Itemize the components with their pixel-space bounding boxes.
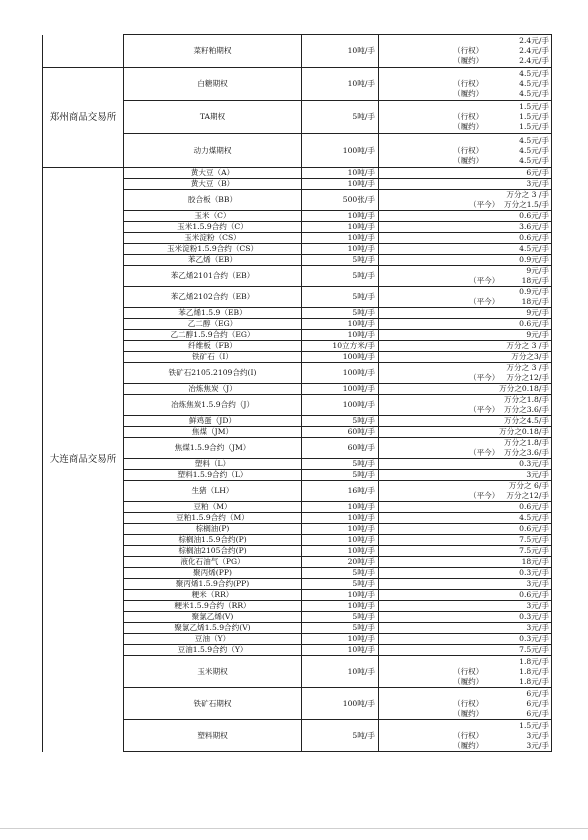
contract-unit: 10吨/手 xyxy=(302,601,379,612)
fee-label: （行权） xyxy=(453,46,484,55)
fee-value: 4.5元/手 xyxy=(519,69,549,78)
fee-value: 万分之 3 /手 xyxy=(506,341,549,350)
fee-value: 7.5元/手 xyxy=(519,546,549,555)
product-name: 黄大豆（B） xyxy=(124,179,302,190)
fee-line xyxy=(381,667,549,677)
fee-line xyxy=(381,699,549,709)
contract-unit: 10吨/手 xyxy=(302,645,379,656)
fee-value: 18元/手 xyxy=(521,297,549,306)
contract-unit: 100吨/手 xyxy=(302,134,379,168)
fee-label: （行权） xyxy=(453,145,484,155)
fee-label: （平今） xyxy=(469,491,500,500)
fee-line xyxy=(381,287,549,297)
fee-value: 3元/手 xyxy=(526,730,549,740)
fee-cell xyxy=(379,612,552,623)
fee-line xyxy=(381,524,549,534)
contract-unit: 5吨/手 xyxy=(302,470,379,481)
fee-value: 4.5元/手 xyxy=(519,89,549,98)
fee-cell xyxy=(379,341,552,352)
contract-unit: 10吨/手 xyxy=(302,319,379,330)
fee-value: 9元/手 xyxy=(526,330,549,339)
fee-cell xyxy=(379,190,552,211)
fee-line xyxy=(381,211,549,221)
fee-cell xyxy=(379,244,552,255)
fee-cell xyxy=(379,590,552,601)
contract-unit: 10吨/手 xyxy=(302,546,379,557)
product-name: 苯乙烯2102合约（EB） xyxy=(124,287,302,308)
fee-cell xyxy=(379,319,552,330)
fee-value: 万分之4.5/手 xyxy=(503,416,549,425)
fee-table xyxy=(42,34,552,752)
fee-line xyxy=(381,112,549,122)
fee-line xyxy=(381,363,549,373)
fee-line xyxy=(381,709,549,719)
product-name: 铁矿石2105.2109合约(I) xyxy=(124,363,302,384)
fee-value: 1.5元/手 xyxy=(519,720,549,730)
fee-value: 0.6元/手 xyxy=(519,319,549,328)
fee-line xyxy=(381,190,549,200)
product-name: 玉米淀粉1.5.9合约（CS） xyxy=(124,244,302,255)
contract-unit: 16吨/手 xyxy=(302,481,379,502)
contract-unit: 100吨/手 xyxy=(302,395,379,416)
contract-unit: 5吨/手 xyxy=(302,459,379,470)
fee-value: 2.4元/手 xyxy=(519,56,549,65)
fee-cell xyxy=(379,656,552,688)
fee-line xyxy=(381,373,549,383)
fee-value: 18元/手 xyxy=(521,276,549,285)
contract-unit: 10吨/手 xyxy=(302,590,379,601)
fee-label: （行权） xyxy=(453,79,484,88)
product-name: 聚氯乙烯1.5.9合约(V) xyxy=(124,623,302,634)
fee-value: 万分之12/手 xyxy=(506,491,549,500)
table-row xyxy=(43,68,552,101)
contract-unit: 10吨/手 xyxy=(302,233,379,244)
page-footer-rule xyxy=(0,828,588,829)
fee-value: 0.6元/手 xyxy=(519,233,549,242)
product-name: 铁矿石（I） xyxy=(124,352,302,363)
contract-unit: 5吨/手 xyxy=(302,266,379,287)
fee-value: 0.9元/手 xyxy=(519,287,549,296)
fee-value: 0.3元/手 xyxy=(519,568,549,577)
fee-value: 3元/手 xyxy=(526,179,549,188)
fee-line xyxy=(381,384,549,394)
fee-value: 6元/手 xyxy=(526,708,549,718)
product-name: 苯乙烯（EB） xyxy=(124,255,302,266)
fee-line xyxy=(381,459,549,469)
fee-value: 万分之 6/手 xyxy=(508,481,549,490)
fee-line xyxy=(381,46,549,56)
fee-value: 万分之3/手 xyxy=(511,352,549,361)
fee-value: 4.5元/手 xyxy=(519,79,549,88)
product-name: 菜籽粕期权 xyxy=(124,35,302,68)
fee-value: 万分之0.18/手 xyxy=(499,427,549,436)
fee-label: （履约） xyxy=(453,708,484,718)
fee-cell xyxy=(379,233,552,244)
fee-label: （平今） xyxy=(469,276,500,285)
contract-unit: 100吨/手 xyxy=(302,363,379,384)
fee-cell xyxy=(379,513,552,524)
contract-unit: 10立方米/手 xyxy=(302,341,379,352)
fee-line xyxy=(381,689,549,699)
fee-line xyxy=(381,395,549,405)
fee-value: 0.9元/手 xyxy=(519,255,549,264)
contract-unit: 5吨/手 xyxy=(302,612,379,623)
fee-line xyxy=(381,438,549,448)
fee-line xyxy=(381,308,549,318)
fee-value: 1.8元/手 xyxy=(519,666,549,676)
fee-label: （履约） xyxy=(453,89,484,98)
fee-value: 万分之12/手 xyxy=(506,373,549,382)
fee-line xyxy=(381,427,549,437)
fee-value: 3元/手 xyxy=(526,601,549,610)
product-name: 塑料期权 xyxy=(124,720,302,752)
fee-value: 0.3元/手 xyxy=(519,459,549,468)
contract-unit: 100吨/手 xyxy=(302,352,379,363)
fee-line xyxy=(381,330,549,340)
fee-value: 18元/手 xyxy=(521,557,549,566)
fee-line xyxy=(381,623,549,633)
contract-unit: 5吨/手 xyxy=(302,720,379,752)
product-name: 塑料1.5.9合约（L） xyxy=(124,470,302,481)
product-name: 生猪（LH） xyxy=(124,481,302,502)
fee-value: 3.6元/手 xyxy=(519,222,549,231)
contract-unit: 10吨/手 xyxy=(302,211,379,222)
fee-value: 7.5元/手 xyxy=(519,645,549,654)
fee-label: （行权） xyxy=(453,730,484,740)
fee-value: 万分之3.6/手 xyxy=(503,448,549,457)
table-row xyxy=(43,35,552,68)
contract-unit: 5吨/手 xyxy=(302,579,379,590)
fee-value: 万分之0.18/手 xyxy=(499,384,549,393)
fee-cell xyxy=(379,330,552,341)
fee-cell xyxy=(379,363,552,384)
product-name: 苯乙烯2101合约（EB） xyxy=(124,266,302,287)
fee-value: 4.5元/手 xyxy=(519,135,549,145)
fee-value: 4.5元/手 xyxy=(519,244,549,253)
fee-label: （行权） xyxy=(453,112,484,121)
product-name: 塑料（L） xyxy=(124,459,302,470)
product-name: 黄大豆（A） xyxy=(124,168,302,179)
product-name: 豆油（Y） xyxy=(124,634,302,645)
fee-label: （平今） xyxy=(469,200,500,209)
fee-line xyxy=(381,721,549,731)
fee-line xyxy=(381,612,549,622)
contract-unit: 5吨/手 xyxy=(302,101,379,134)
product-name: 乙二醇1.5.9合约（EG） xyxy=(124,330,302,341)
fee-line xyxy=(381,513,549,523)
fee-value: 4.5元/手 xyxy=(519,155,549,165)
product-name: 豆油1.5.9合约（Y） xyxy=(124,645,302,656)
fee-label: （行权） xyxy=(453,698,484,708)
fee-cell xyxy=(379,68,552,101)
fee-line xyxy=(381,557,549,567)
product-name: 冶炼焦炭1.5.9合约（J） xyxy=(124,395,302,416)
contract-unit: 10吨/手 xyxy=(302,513,379,524)
product-name: 聚丙烯(PP) xyxy=(124,568,302,579)
fee-line xyxy=(381,677,549,687)
fee-line xyxy=(381,352,549,362)
fee-value: 1.8元/手 xyxy=(519,676,549,686)
contract-unit: 10吨/手 xyxy=(302,35,379,68)
product-name: 焦煤（JM） xyxy=(124,427,302,438)
fee-line xyxy=(381,276,549,286)
fee-cell xyxy=(379,579,552,590)
product-name: 铁矿石期权 xyxy=(124,688,302,720)
product-name: 玉米期权 xyxy=(124,656,302,688)
fee-line xyxy=(381,89,549,99)
product-name: 棕榈油(P) xyxy=(124,524,302,535)
contract-unit: 10吨/手 xyxy=(302,656,379,688)
contract-unit: 10吨/手 xyxy=(302,524,379,535)
contract-unit: 10吨/手 xyxy=(302,535,379,546)
fee-cell xyxy=(379,535,552,546)
fee-line xyxy=(381,233,549,243)
fee-cell xyxy=(379,502,552,513)
fee-cell xyxy=(379,481,552,502)
fee-label: （履约） xyxy=(453,155,484,165)
fee-line xyxy=(381,590,549,600)
fee-cell xyxy=(379,211,552,222)
fee-value: 9元/手 xyxy=(526,266,549,275)
fee-line xyxy=(381,102,549,112)
fee-cell xyxy=(379,416,552,427)
fee-cell xyxy=(379,427,552,438)
fee-cell xyxy=(379,634,552,645)
product-name: 豆粕（M） xyxy=(124,502,302,513)
product-name: 棕榈油1.5.9合约(P) xyxy=(124,535,302,546)
fee-value: 4.5元/手 xyxy=(519,145,549,155)
fee-cell xyxy=(379,470,552,481)
fee-line xyxy=(381,491,549,501)
product-name: 聚丙烯1.5.9合约(PP) xyxy=(124,579,302,590)
fee-line xyxy=(381,645,549,655)
fee-value: 0.6元/手 xyxy=(519,211,549,220)
fee-value: 万分之1.8/手 xyxy=(503,438,549,447)
fee-line xyxy=(381,741,549,751)
fee-line xyxy=(381,36,549,46)
fee-label: （履约） xyxy=(453,676,484,686)
contract-unit: 500张/手 xyxy=(302,190,379,211)
fee-cell xyxy=(379,222,552,233)
fee-line xyxy=(381,470,549,480)
contract-unit: 60吨/手 xyxy=(302,427,379,438)
fee-line xyxy=(381,79,549,89)
fee-cell xyxy=(379,35,552,68)
fee-line xyxy=(381,168,549,178)
fee-line xyxy=(381,341,549,351)
product-name: 焦煤1.5.9合约（JM） xyxy=(124,438,302,459)
fee-value: 7.5元/手 xyxy=(519,535,549,544)
product-name: 玉米（C） xyxy=(124,211,302,222)
fee-line xyxy=(381,731,549,741)
product-name: 乙二醇（EG） xyxy=(124,319,302,330)
fee-line xyxy=(381,535,549,545)
fee-value: 0.6元/手 xyxy=(519,502,549,511)
fee-line xyxy=(381,56,549,66)
fee-value: 9元/手 xyxy=(526,308,549,317)
product-name: 液化石油气（PG） xyxy=(124,557,302,568)
fee-label: （平今） xyxy=(469,405,500,414)
fee-line xyxy=(381,448,549,458)
product-name: 豆粕1.5.9合约（M） xyxy=(124,513,302,524)
fee-label: （平今） xyxy=(469,373,500,382)
fee-cell xyxy=(379,308,552,319)
product-name: 白糖期权 xyxy=(124,68,302,101)
fee-value: 0.3元/手 xyxy=(519,634,549,643)
fee-line xyxy=(381,156,549,166)
contract-unit: 5吨/手 xyxy=(302,568,379,579)
fee-value: 2.4元/手 xyxy=(519,46,549,55)
fee-cell xyxy=(379,255,552,266)
fee-line xyxy=(381,179,549,189)
fee-cell xyxy=(379,101,552,134)
fee-line xyxy=(381,568,549,578)
fee-label: （平今） xyxy=(469,448,500,457)
contract-unit: 10吨/手 xyxy=(302,68,379,101)
fee-cell xyxy=(379,601,552,612)
fee-value: 0.6元/手 xyxy=(519,524,549,533)
fee-line xyxy=(381,579,549,589)
fee-value: 6元/手 xyxy=(526,168,549,177)
fee-line xyxy=(381,546,549,556)
fee-label: （履约） xyxy=(453,740,484,750)
fee-cell xyxy=(379,459,552,470)
fee-cell xyxy=(379,568,552,579)
fee-value: 3元/手 xyxy=(526,579,549,588)
fee-value: 3元/手 xyxy=(526,470,549,479)
fee-value: 0.3元/手 xyxy=(519,612,549,621)
fee-line xyxy=(381,481,549,491)
product-name: 玉米淀粉（CS） xyxy=(124,233,302,244)
contract-unit: 100吨/手 xyxy=(302,384,379,395)
fee-value: 3元/手 xyxy=(526,740,549,750)
product-name: 玉米1.5.9合约（C） xyxy=(124,222,302,233)
table-row xyxy=(43,168,552,179)
fee-cell xyxy=(379,168,552,179)
contract-unit: 10吨/手 xyxy=(302,179,379,190)
contract-unit: 5吨/手 xyxy=(302,287,379,308)
contract-unit: 5吨/手 xyxy=(302,308,379,319)
product-name: 粳米1.5.9合约（RR） xyxy=(124,601,302,612)
fee-cell xyxy=(379,266,552,287)
fee-value: 3元/手 xyxy=(526,623,549,632)
fee-value: 万分之 3 /手 xyxy=(506,190,549,199)
fee-value: 万分之3.6/手 xyxy=(503,405,549,414)
fee-line xyxy=(381,122,549,132)
exchange-name: 大连商品交易所 xyxy=(43,168,124,752)
contract-unit: 10吨/手 xyxy=(302,330,379,341)
dalian-section xyxy=(43,168,552,752)
fee-cell xyxy=(379,395,552,416)
contract-unit: 100吨/手 xyxy=(302,688,379,720)
fee-cell xyxy=(379,645,552,656)
fee-line xyxy=(381,405,549,415)
fee-line xyxy=(381,244,549,254)
fee-label: （平今） xyxy=(469,297,500,306)
fee-cell xyxy=(379,524,552,535)
fee-value: 万分之1.8/手 xyxy=(503,395,549,404)
fee-cell xyxy=(379,134,552,168)
contract-unit: 10吨/手 xyxy=(302,222,379,233)
fee-line xyxy=(381,266,549,276)
fee-line xyxy=(381,502,549,512)
contract-unit: 5吨/手 xyxy=(302,255,379,266)
fee-cell xyxy=(379,352,552,363)
fee-label: （履约） xyxy=(453,122,484,131)
contract-unit: 10吨/手 xyxy=(302,244,379,255)
fee-line xyxy=(381,69,549,79)
contract-unit: 5吨/手 xyxy=(302,416,379,427)
fee-line xyxy=(381,200,549,210)
product-name: 棕榈油2105合约(P) xyxy=(124,546,302,557)
fee-line xyxy=(381,297,549,307)
exchange-cell-blank xyxy=(43,35,124,68)
contract-unit: 10吨/手 xyxy=(302,634,379,645)
fee-line xyxy=(381,146,549,156)
fee-cell xyxy=(379,438,552,459)
fee-cell xyxy=(379,720,552,752)
product-name: 聚氯乙烯(V) xyxy=(124,612,302,623)
fee-value: 0.6元/手 xyxy=(519,590,549,599)
fee-cell xyxy=(379,557,552,568)
fee-cell xyxy=(379,384,552,395)
fee-line xyxy=(381,634,549,644)
product-name: TA期权 xyxy=(124,101,302,134)
contract-unit: 10吨/手 xyxy=(302,502,379,513)
product-name: 苯乙烯1.5.9（EB） xyxy=(124,308,302,319)
fee-cell xyxy=(379,287,552,308)
fee-cell xyxy=(379,623,552,634)
fee-line xyxy=(381,601,549,611)
product-name: 动力煤期权 xyxy=(124,134,302,168)
fee-value: 6元/手 xyxy=(526,698,549,708)
fee-value: 4.5元/手 xyxy=(519,513,549,522)
product-name: 粳米（RR） xyxy=(124,590,302,601)
fee-value: 2.4元/手 xyxy=(519,36,549,45)
fee-line xyxy=(381,255,549,265)
exchange-name: 郑州商品交易所 xyxy=(43,68,124,168)
fee-value: 1.5元/手 xyxy=(519,102,549,111)
fee-line xyxy=(381,222,549,232)
fee-value: 1.8元/手 xyxy=(519,656,549,666)
fee-value: 万分之 3 /手 xyxy=(506,363,549,372)
product-name: 胶合板（BB） xyxy=(124,190,302,211)
fee-cell xyxy=(379,179,552,190)
contract-unit: 60吨/手 xyxy=(302,438,379,459)
fee-line xyxy=(381,416,549,426)
contract-unit: 20吨/手 xyxy=(302,557,379,568)
fee-label: （行权） xyxy=(453,666,484,676)
fee-line xyxy=(381,136,549,146)
fee-cell xyxy=(379,688,552,720)
contract-unit: 5吨/手 xyxy=(302,623,379,634)
fee-value: 1.5元/手 xyxy=(519,122,549,131)
fee-line xyxy=(381,319,549,329)
product-name: 鲜鸡蛋（JD） xyxy=(124,416,302,427)
product-name: 冶炼焦炭（J） xyxy=(124,384,302,395)
fee-value: 1.5元/手 xyxy=(519,112,549,121)
contract-unit: 10吨/手 xyxy=(302,168,379,179)
fee-label: （履约） xyxy=(453,56,484,65)
fee-line xyxy=(381,657,549,667)
fee-cell xyxy=(379,546,552,557)
fee-value: 6元/手 xyxy=(526,688,549,698)
fee-value: 万分之1.5/手 xyxy=(503,200,549,209)
product-name: 纤维板（FB） xyxy=(124,341,302,352)
